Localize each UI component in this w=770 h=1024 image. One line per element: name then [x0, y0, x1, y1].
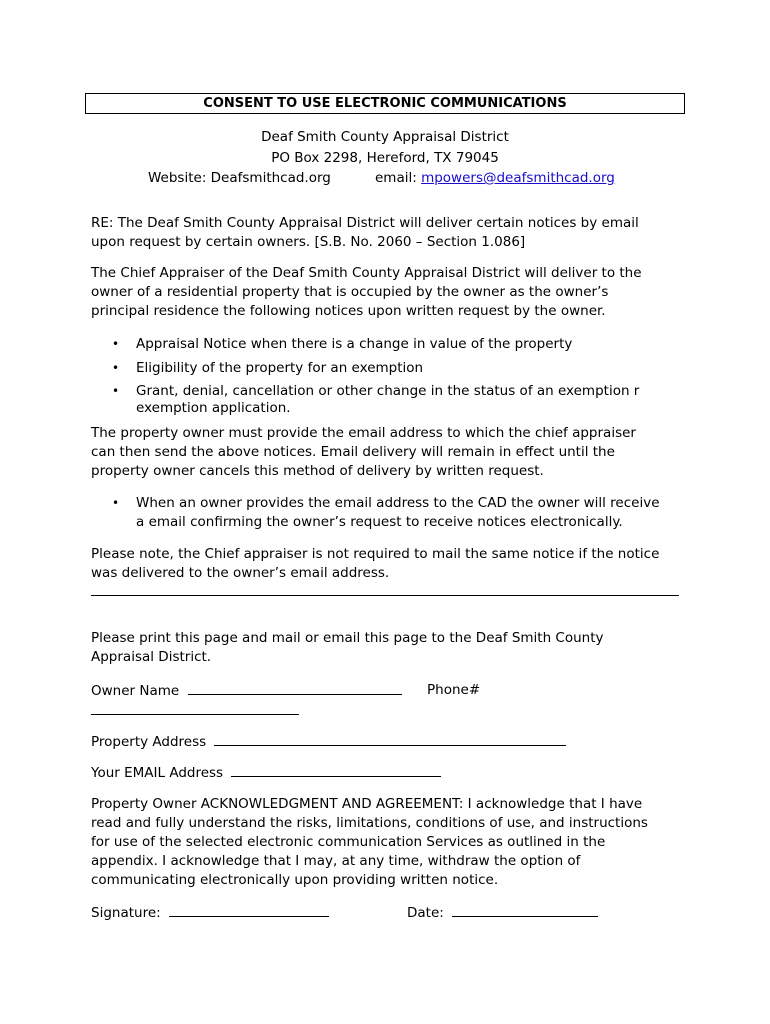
document-title: CONSENT TO USE ELECTRONIC COMMUNICATIONS — [85, 93, 685, 114]
list-item — [112, 383, 672, 417]
section-divider — [91, 595, 679, 596]
owner-email-line-3: property owner cancels this method of delivery by written request. — [91, 463, 544, 479]
print-line-1: Please print this page and mail or email this page to the Deaf Smith County — [91, 630, 604, 646]
bullet-text: Grant, denial, cancellation or other change in the status of an exemption r — [136, 383, 640, 399]
email-prefix: email: — [375, 170, 422, 186]
date-group — [407, 903, 598, 923]
list-item — [112, 335, 672, 354]
property-address-field[interactable] — [214, 732, 566, 746]
signature-label: Signature: — [91, 905, 161, 921]
your-email-label: Your EMAIL Address — [91, 765, 224, 781]
website-label: Website: Deafsmithcad.org — [148, 170, 331, 186]
ack-line-1: Property Owner ACKNOWLEDGMENT AND AGREEMENT: I acknowledge that I have — [91, 796, 643, 812]
owner-name-row — [91, 681, 681, 701]
bullet-icon: • — [112, 337, 120, 351]
bullet-text: When an owner provides the email address to the CAD the owner will receive — [136, 495, 660, 511]
bullet-text-continued: exemption application. — [136, 400, 291, 416]
owner-email-paragraph — [91, 424, 681, 481]
org-name: Deaf Smith County Appraisal District — [261, 129, 509, 145]
ack-line-2: read and fully understand the risks, limitations, conditions of use, and instructions — [91, 815, 648, 831]
bullet-icon: • — [112, 384, 120, 398]
acknowledgment-paragraph — [91, 795, 681, 890]
print-instructions — [91, 629, 681, 667]
list-item — [112, 494, 672, 532]
date-field[interactable] — [452, 903, 598, 917]
note-line-1: Please note, the Chief appraiser is not required to mail the same notice if the notice — [91, 546, 660, 562]
note-paragraph — [91, 545, 681, 583]
phone-label: Phone# — [427, 682, 481, 698]
re-line-1: RE: The Deaf Smith County Appraisal District will deliver certain notices by email — [91, 215, 639, 231]
re-paragraph — [91, 214, 681, 252]
bullet-text-continued: a email confirming the owner’s request to receive notices electronically. — [136, 514, 623, 530]
phone-field[interactable] — [91, 701, 299, 715]
note-line-2: was delivered to the owner’s email address. — [91, 565, 390, 581]
re-line-2: upon request by certain owners. [S.B. No. 2060 – Section 1.086] — [91, 234, 526, 250]
email-address-field[interactable] — [231, 763, 441, 777]
owner-email-line-1: The property owner must provide the email address to which the chief appraiser — [91, 425, 636, 441]
bullet-icon: • — [112, 496, 120, 510]
owner-email-line-2: can then send the above notices. Email delivery will remain in effect until the — [91, 444, 615, 460]
signature-field[interactable] — [169, 903, 329, 917]
intro-line-3: principal residence the following notices upon written request by the owner. — [91, 303, 606, 319]
ack-line-4: appendix. I acknowledge that I may, at any time, withdraw the option of — [91, 853, 581, 869]
owner-name-field[interactable] — [188, 681, 402, 695]
signature-row — [91, 903, 681, 923]
org-address: PO Box 2298, Hereford, TX 79045 — [271, 150, 499, 166]
ack-line-3: for use of the selected electronic communication Services as outlined in the — [91, 834, 606, 850]
intro-line-2: owner of a residential property that is occupied by the owner as the owner’s — [91, 284, 609, 300]
email-label-group — [375, 169, 615, 188]
property-address-label: Property Address — [91, 734, 207, 750]
bullet-text: Eligibility of the property for an exemption — [136, 360, 424, 376]
owner-name-label: Owner Name — [91, 683, 180, 699]
intro-paragraph — [91, 264, 681, 321]
phone-field-row — [91, 701, 681, 721]
bullet-text: Appraisal Notice when there is a change in value of the property — [136, 336, 573, 352]
email-link[interactable]: mpowers@deafsmithcad.org — [421, 170, 615, 186]
print-line-2: Appraisal District. — [91, 649, 212, 665]
property-address-row — [91, 732, 681, 752]
list-item — [112, 359, 672, 378]
bullet-icon: • — [112, 361, 120, 375]
intro-line-1: The Chief Appraiser of the Deaf Smith County Appraisal District will deliver to the — [91, 265, 642, 281]
ack-line-5: communicating electronically upon providing written notice. — [91, 872, 499, 888]
email-address-row — [91, 763, 681, 783]
date-label: Date: — [407, 905, 444, 921]
